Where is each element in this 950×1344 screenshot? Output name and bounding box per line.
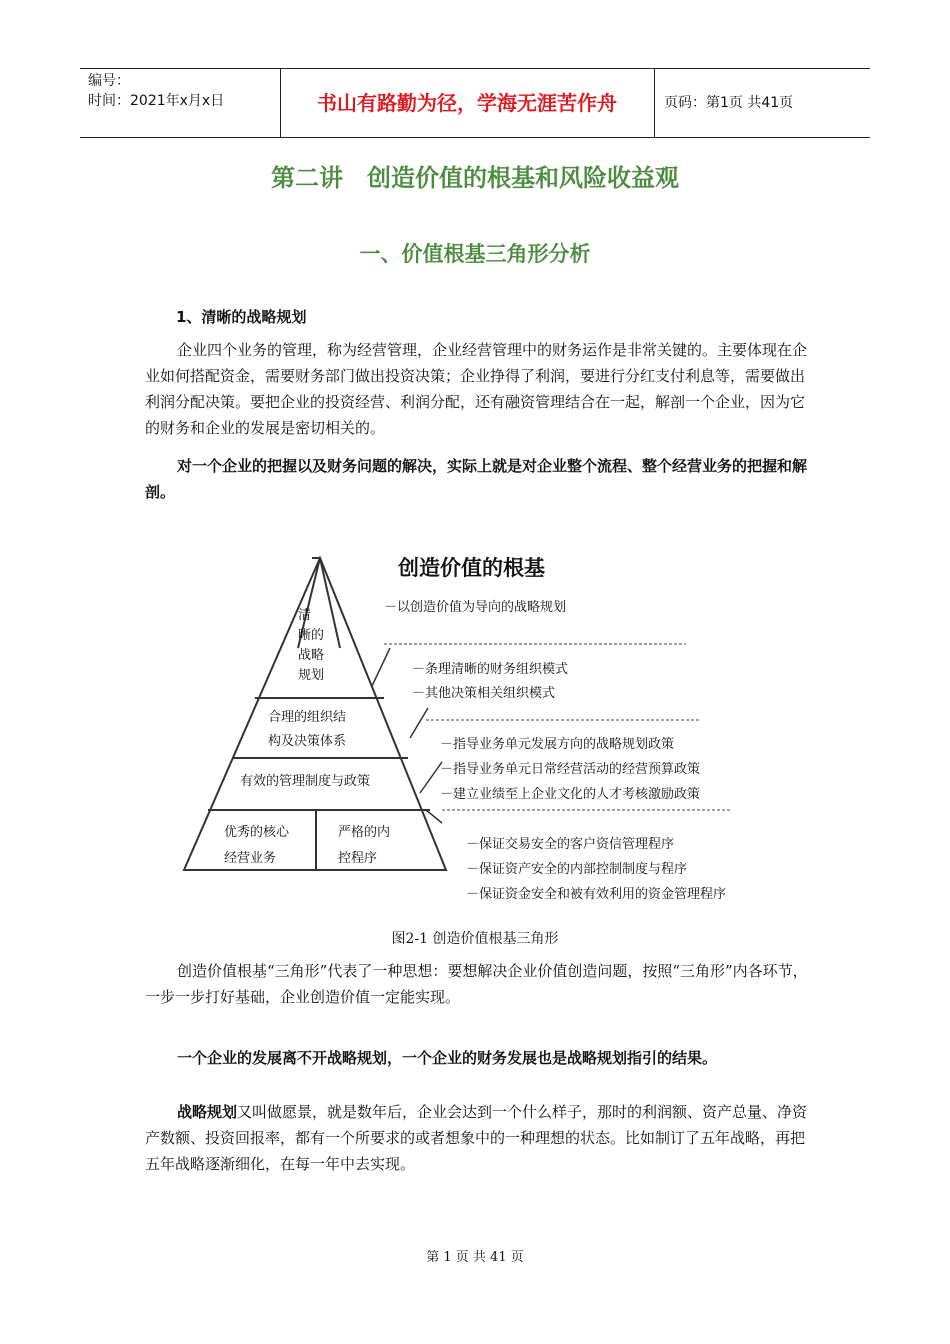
bullet-group-1 [384, 596, 566, 615]
time-label: 时间：2021年x月x日 [88, 93, 225, 109]
label-line: 规划 [298, 668, 325, 683]
connector-line [372, 648, 390, 686]
connector-line [420, 762, 442, 793]
label-line: 清 [298, 608, 312, 623]
figure-caption: 图2-1 创造价值根基三角形 [391, 931, 559, 947]
paragraph-lead: 战略规划 [177, 1103, 238, 1121]
paragraph-body: 又叫做愿景，就是数年后，企业会达到一个什么样子，那时的利润额、资产总量、净资产数额、投资回报率，都有一个所要求的或者想象中的一种理想的状态。比如制订了五年战略，再把五年战略逐渐细化，在每一年中去实现。 [145, 1103, 808, 1173]
bullet-item: －条理清晰的财务组织模式 [412, 662, 569, 677]
page-footer: 第 1 页 共 41 页 [426, 1250, 524, 1265]
header-page-info: 页码：第1页 共41页 [664, 95, 794, 111]
bullet-item: －指导业务单元日常经营活动的经营预算政策 [440, 762, 701, 777]
value-foundation-figure [180, 548, 770, 908]
paragraph: 企业四个业务的管理，称为经营管理，企业经营管理中的财务运作是非常关键的。主要体现在企业如何搭配资金，需要财务部门做出投资决策；企业挣得了利润，要进行分红支付利息等，需要做出利润分配决策。要把企业的投资经营、利润分配，还有融资管理结合在一起，解剖一个企业，因为它的财务和企业的发展是密切相关的。 [145, 341, 808, 437]
pyramid-level3-label: 有效的管理制度与政策 [240, 774, 371, 789]
header-meta [88, 71, 278, 111]
connector-line [426, 810, 442, 823]
bullet-item: －建立业绩至上企业文化的人才考核激励政策 [440, 787, 701, 802]
bullet-item: －指导业务单元发展方向的战略规划政策 [440, 737, 675, 752]
pyramid-base-left-label [224, 820, 289, 872]
paragraph: 创造价值根基“三角形”代表了一种思想：要想解决企业价值创造问题，按照“三角形”内各环节，一步一步打好基础，企业创造价值一定能实现。 [145, 962, 808, 1006]
pyramid-top-label [298, 606, 324, 686]
header-table [80, 68, 870, 138]
header-motto: 书山有路勤为径，学海无涯苦作舟 [317, 91, 617, 115]
bullet-item: －保证资金安全和被有效利用的资金管理程序 [466, 887, 727, 902]
paragraph-bold: 对一个企业的把握以及财务问题的解决，实际上就是对企业整个流程、整个经营业务的把握和解剖。 [145, 457, 808, 501]
section-title: 一、价值根基三角形分析 [359, 242, 591, 266]
label-line: 构及决策体系 [268, 734, 347, 749]
label-line: 经营业务 [224, 851, 277, 866]
label-line: 控程序 [338, 851, 378, 866]
paragraph-bold: 一个企业的发展离不开战略规划，一个企业的财务发展也是战略规划指引的结果。 [177, 1049, 718, 1067]
lecture-title: 第二讲 创造价值的根基和风险收益观 [271, 164, 679, 192]
figure-title: 创造价值的根基 [398, 556, 545, 580]
bullet-item: －保证交易安全的客户资信管理程序 [466, 837, 675, 852]
bullet-item: －以创造价值为导向的战略规划 [384, 600, 567, 615]
label-line: 晰的 [298, 628, 325, 643]
number-label: 编号： [88, 73, 130, 89]
pyramid-base-right-label [338, 820, 390, 872]
label-line: 合理的组织结 [268, 710, 347, 725]
connector-line [410, 708, 428, 738]
bullet-group-3 [440, 732, 700, 807]
label-line: 战略 [298, 648, 325, 663]
bullet-item: －其他决策相关组织模式 [412, 686, 556, 701]
label-line: 优秀的核心 [224, 825, 290, 840]
bullet-item: －保证资产安全的内部控制制度与程序 [466, 862, 688, 877]
bullet-group-4 [466, 832, 726, 907]
pyramid-level2-label [268, 706, 346, 754]
header-divider [654, 69, 655, 137]
bullet-group-2 [412, 658, 568, 706]
subsection-title: 1、清晰的战略规划 [176, 308, 307, 326]
label-line: 严格的内 [338, 825, 391, 840]
paragraph [145, 1099, 810, 1177]
